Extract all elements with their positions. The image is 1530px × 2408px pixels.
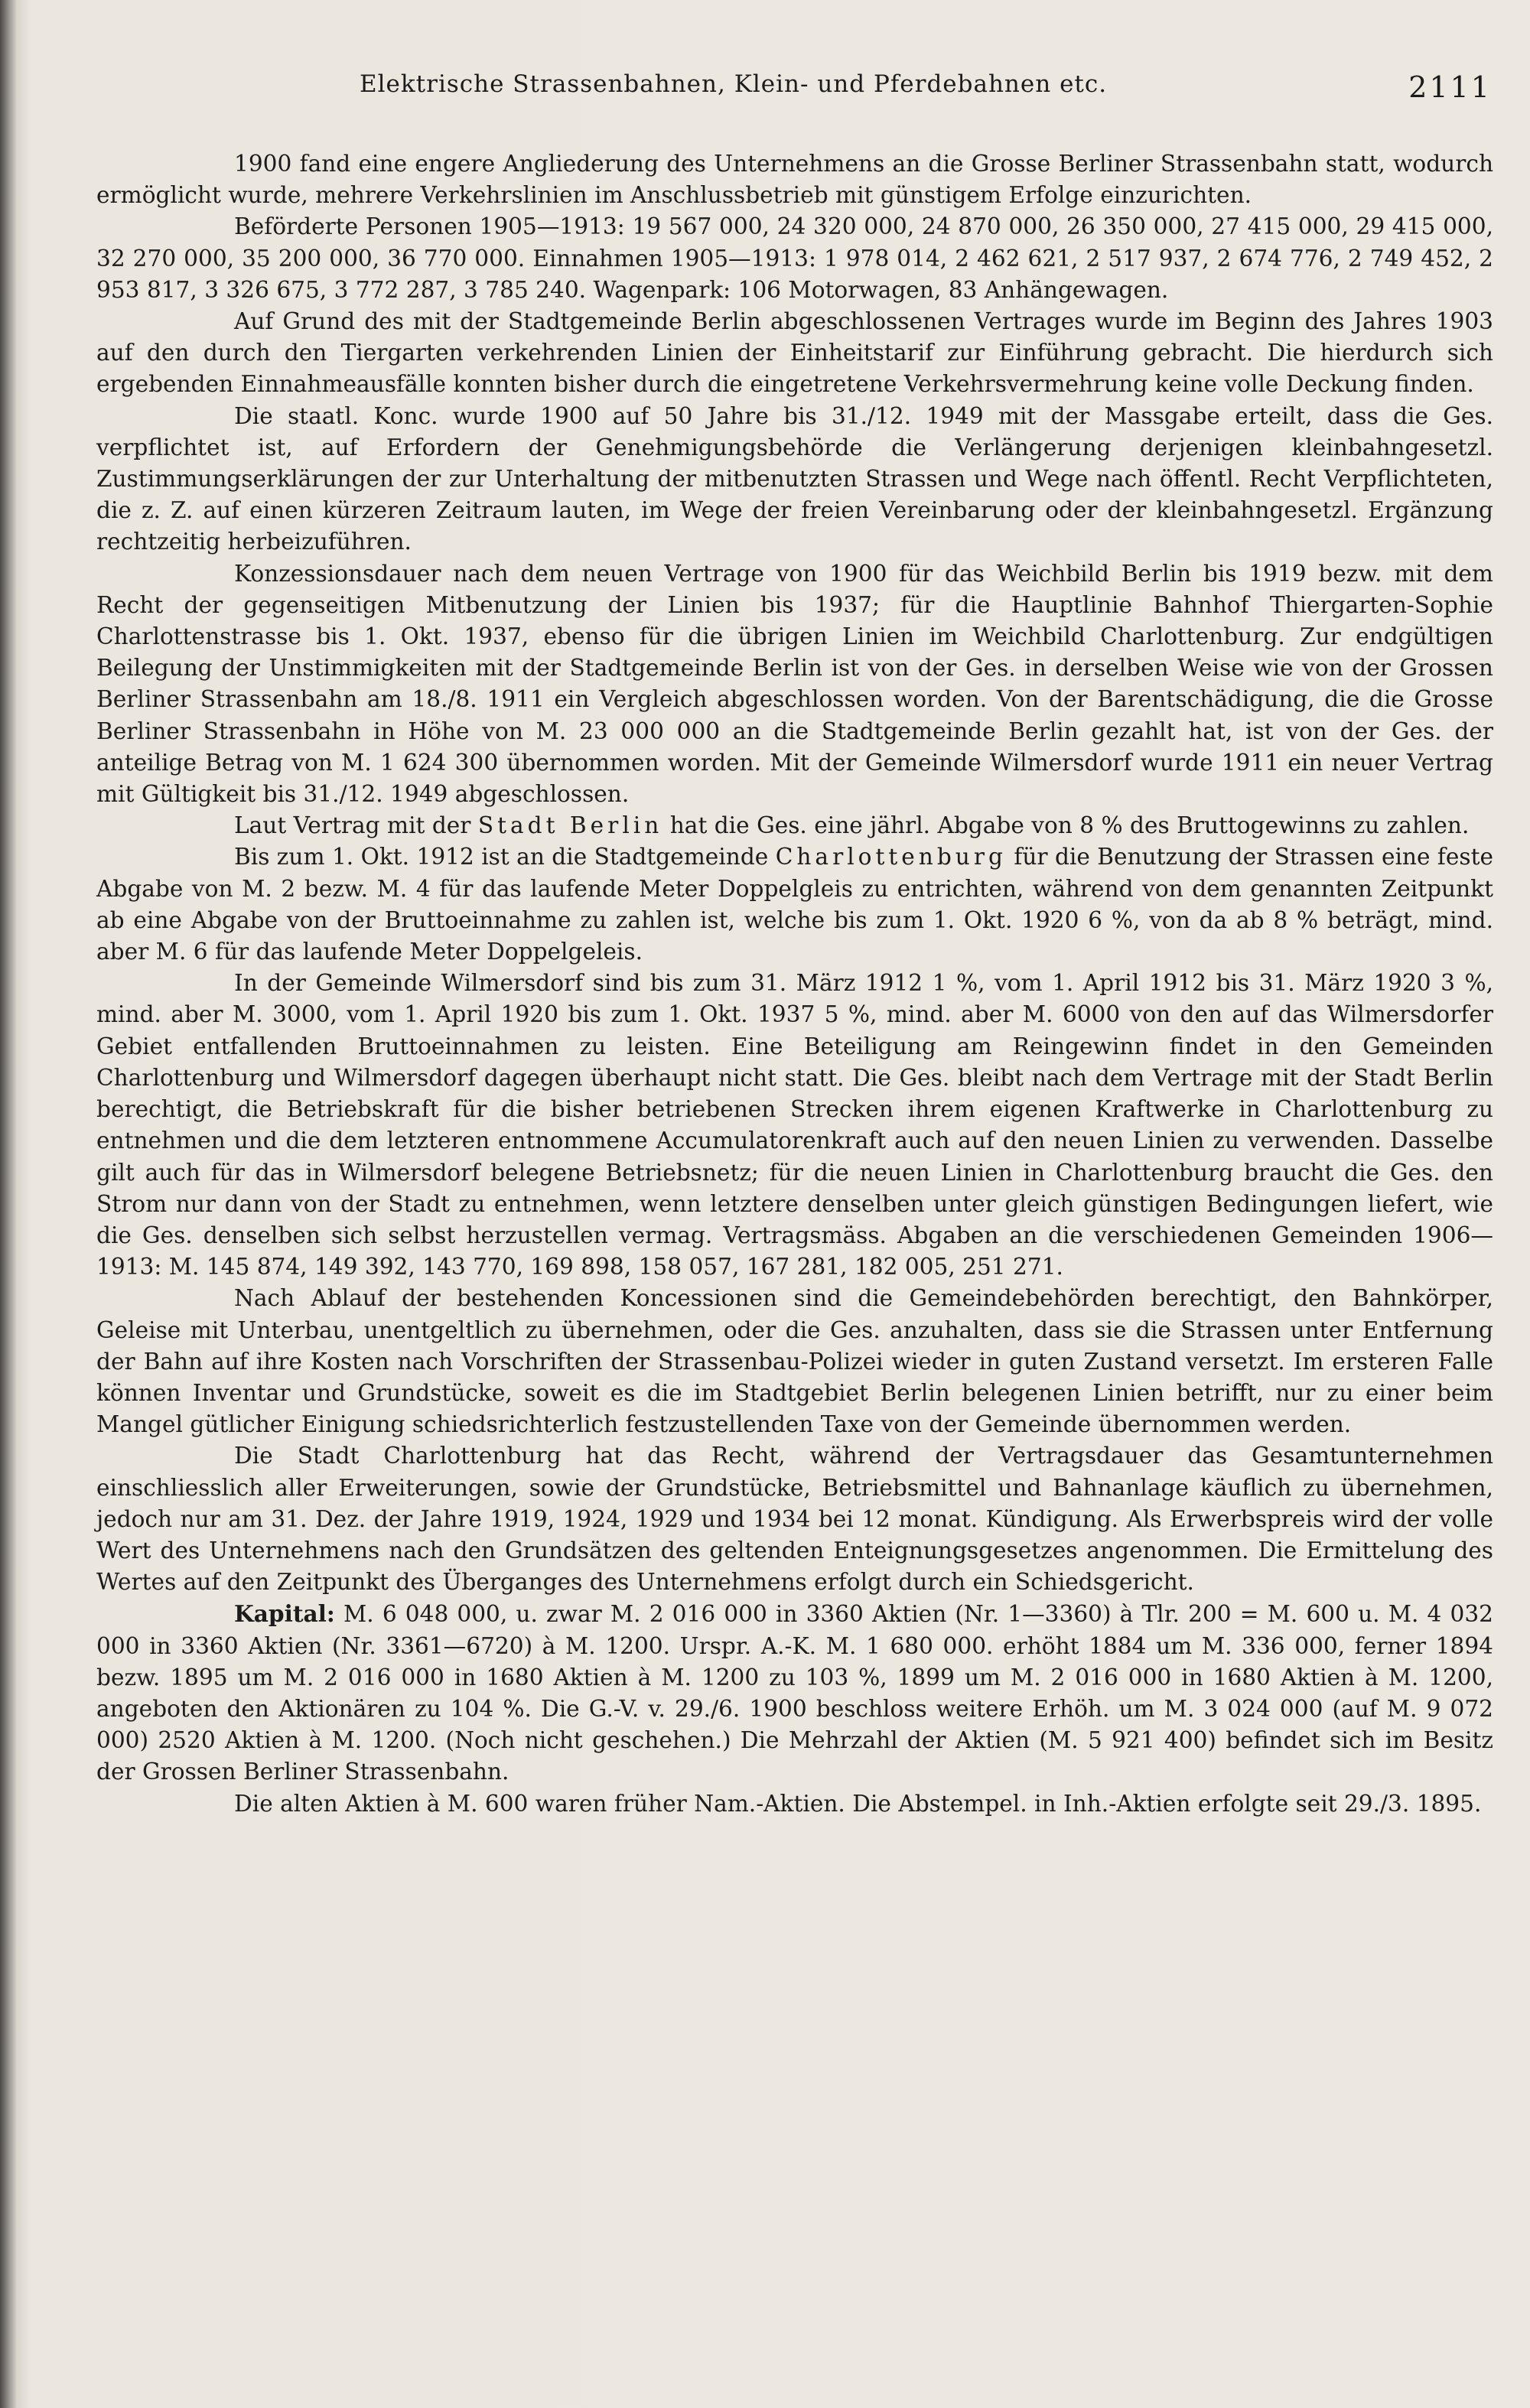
paragraph: In der Gemeinde Wilmersdorf sind bis zum 31. März 1912 1 %, vom 1. April 1912 bis 31. März 1920 3 %, mind. aber M. 3000, vom 1. April 1920 bis zum 1. Okt. 1937 5 %, mind. aber M. 6000 von den auf das Wilmersdorfer Gebiet entfallenden Bruttoeinnahmen zu leisten. Eine Beteiligung am Reingewinn findet in den Gemeinden Charlottenburg und Wilmersdorf dagegen überhaupt nicht statt. Die Ges. bleibt nach dem Vertrage mit der Stadt Berlin berechtigt, die Betriebskraft für die bisher betriebenen Strecken ihrem eigenen Kraftwerke in Charlottenburg zu entnehmen und die dem letzteren entnommene Accumulatorenkraft auch auf den neuen Linien zu verwenden. Dasselbe gilt auch für das in Wilmersdorf belegene Betriebsnetz; für die neuen Linien in Charlottenburg braucht die Ges. den Strom nur dann von der Stadt zu entnehmen, wenn letztere denselben unter gleich günstigen Bedingungen liefert, wie die Ges. denselben sich selbst herzustellen vermag. Vertragsmäss. Abgaben an die verschiedenen Gemeinden 1906—1913: M. 145 874, 149 392, 143 770, 169 898, 158 057, 167 281, 182 005, 251 271. <box>96 970 1493 1280</box>
paragraph: Nach Ablauf der bestehenden Koncessionen sind die Gemeindebehörden berechtigt, den Bahnkörper, Geleise mit Unterbau, unentgeltlich zu übernehmen, oder die Ges. anzuhalten, dass sie die Strassen unter Entfernung der Bahn auf ihre Kosten nach Vorschriften der Strassenbau-Polizei wieder in guten Zustand versetzt. Im ersteren Falle können Inventar und Grundstücke, soweit es die im Stadtgebiet Berlin belegenen Linien betrifft, nur zu einer beim Mangel gütlicher Einigung schiedsrichterlich festzustellenden Taxe von der Gemeinde übernommen werden. <box>96 1285 1493 1438</box>
vertrag-city: Stadt Berlin <box>477 812 663 839</box>
page-header <box>0 70 1530 116</box>
paragraph: Auf Grund des mit der Stadtgemeinde Berlin abgeschlossenen Vertrages wurde im Beginn des Jahres 1903 auf den durch den Tiergarten verkehrenden Linien der Einheitstarif zur Einführung gebracht. Die hierdurch sich ergebenden Einnahmeausfälle konnten bisher durch die eingetretene Verkehrsvermehrung keine volle Deckung finden. <box>96 308 1493 398</box>
kapital-label: Kapital: <box>234 1600 335 1628</box>
charlottenburg-after: für die Benutzung der Strassen eine feste Abgabe von M. 2 bezw. M. 4 für das laufende Meter Doppelgleis zu entrichten, während von dem genannten Zeitpunkt ab eine Abgabe von der Bruttoeinnahme zu zahlen ist, welche bis zum 1. Okt. 1920 6 %, von da ab 8 % beträgt, mind. aber M. 6 für das laufende Meter Doppelgeleis. <box>96 844 1493 965</box>
vertrag-before: Laut Vertrag mit der <box>234 812 471 839</box>
paragraph: Beförderte Personen 1905—1913: 19 567 000, 24 320 000, 24 870 000, 26 350 000, 27 415 000, 29 415 000, 32 270 000, 35 200 000, 36 770 000. Einnahmen 1905—1913: 1 978 014, 2 462 621, 2 517 937, 2 674 776, 2 749 452, 2 953 817, 3 326 675, 3 772 287, 3 785 240. Wagenpark: 106 Motorwagen, 83 Anhängewagen. <box>96 213 1493 303</box>
paragraph: 1900 fand eine engere Angliederung des Unternehmens an die Grosse Berliner Strassenbahn statt, wodurch ermöglicht wurde, mehrere Verkehrslinien im Anschlussbetrieb mit günstigem Erfolge einzurichten. <box>96 151 1493 209</box>
page-number: 2111 <box>1408 70 1492 104</box>
paragraph-kapital <box>96 1598 1493 1788</box>
page-body <box>96 148 1493 1820</box>
paragraph: Die Stadt Charlottenburg hat das Recht, während der Vertragsdauer das Gesamtunternehmen einschliesslich aller Erweiterungen, sowie der Grundstücke, Betriebsmittel und Bahnanlage käuflich zu übernehmen, jedoch nur am 31. Dez. der Jahre 1919, 1924, 1929 und 1934 bei 12 monat. Kündigung. Als Erwerbspreis wird der volle Wert des Unternehmens nach den Grundsätzen des geltenden Enteignungsgesetzes angenommen. Die Ermittelung des Wertes auf den Zeitpunkt des Überganges des Unternehmens erfolgt durch ein Schiedsgericht. <box>96 1443 1493 1596</box>
vertrag-after: hat die Ges. eine jährl. Abgabe von 8 % des Bruttogewinns zu zahlen. <box>669 812 1470 839</box>
charlottenburg-before: Bis zum 1. Okt. 1912 ist an die Stadtgemeinde <box>234 844 769 870</box>
paragraph: Die alten Aktien à M. 600 waren früher Nam.-Aktien. Die Abstempel. in Inh.-Aktien erfolgte seit 29./3. 1895. <box>234 1790 1482 1817</box>
paragraph-charlottenburg <box>96 841 1493 968</box>
paragraph: Konzessionsdauer nach dem neuen Vertrage von 1900 für das Weichbild Berlin bis 1919 bezw. mit dem Recht der gegenseitigen Mitbenutzung der Linien bis 1937; für die Hauptlinie Bahnhof Thiergarten-Sophie Charlottenstrasse bis 1. Okt. 1937, ebenso für die übrigen Linien im Weichbild Charlottenburg. Zur endgültigen Beilegung der Unstimmigkeiten mit der Stadtgemeinde Berlin ist von der Ges. in derselben Weise wie von der Grossen Berliner Strassenbahn am 18./8. 1911 ein Vergleich abgeschlossen worden. Von der Barentschädigung, die die Grosse Berliner Strassenbahn in Höhe von M. 23 000 000 an die Stadtgemeinde Berlin gezahlt hat, ist von der Ges. der anteilige Betrag von M. 1 624 300 übernommen worden. Mit der Gemeinde Wilmersdorf wurde 1911 ein neuer Vertrag mit Gültigkeit bis 31./12. 1949 abgeschlossen. <box>96 560 1493 808</box>
charlottenburg-city: Charlottenburg <box>775 844 1007 870</box>
kapital-text: M. 6 048 000, u. zwar M. 2 016 000 in 3360 Aktien (Nr. 1—3360) à Tlr. 200 = M. 600 u. M. 4 032 000 in 3360 Aktien (Nr. 3361—6720) à M. 1200. Urspr. A.-K. M. 1 680 000. erhöht 1884 um M. 336 000, ferner 1894 bezw. 1895 um M. 2 016 000 in 1680 Aktien à M. 1200 zu 103 %, 1899 um M. 2 016 000 in 1680 Aktien à M. 1200, angeboten den Aktionären zu 104 %. Die G.-V. v. 29./6. 1900 beschloss weitere Erhöh. um M. 3 024 000 (auf M. 9 072 000) 2520 Aktien à M. 1200. (Noch nicht geschehen.) Die Mehrzahl der Aktien (M. 5 921 400) befindet sich im Besitz der Grossen Berliner Strassenbahn. <box>96 1601 1493 1785</box>
paragraph-vertrag <box>96 810 1493 841</box>
paragraph: Die staatl. Konc. wurde 1900 auf 50 Jahre bis 31./12. 1949 mit der Massgabe erteilt, dass die Ges. verpflichtet ist, auf Erfordern der Genehmigungsbehörde die Verlängerung derjenigen kleinbahngesetzl. Zustimmungserklärungen der zur Unterhaltung der mitbenutzten Strassen und Wege nach öffentl. Recht Verpflichteten, die z. Z. auf einen kürzeren Zeitraum lauten, im Wege der freien Vereinbarung oder der kleinbahngesetzl. Ergänzung rechtzeitig herbeizuführen. <box>96 402 1493 555</box>
running-title: Elektrische Strassenbahnen, Klein- und Pferdebahnen etc. <box>360 70 1108 98</box>
